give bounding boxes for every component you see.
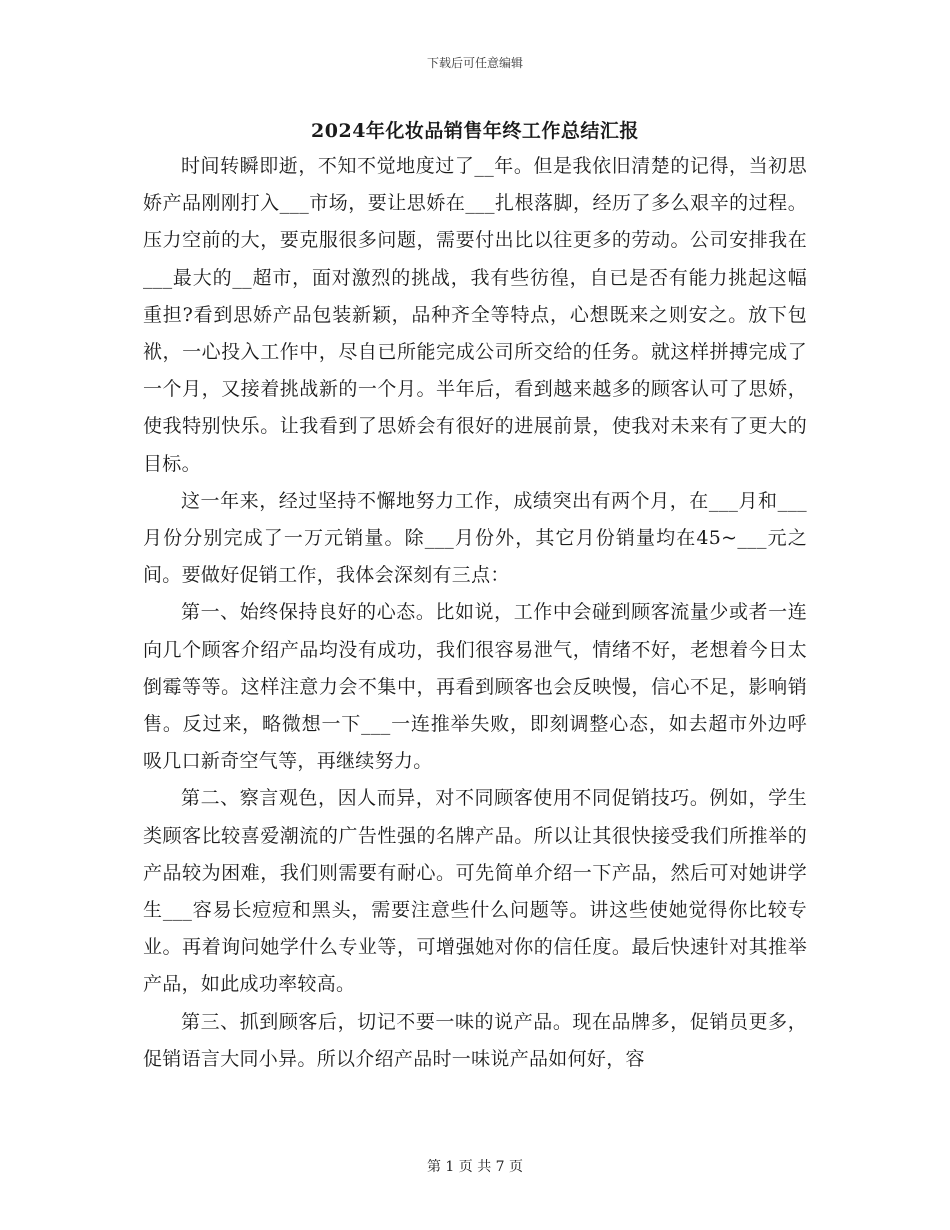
page-header: 下载后可任意编辑 [426, 56, 523, 70]
paragraph-5: 第三、抓到顾客后，切记不要一味的说产品。现在品牌多，促销员更多，促销语言大同小异。所以介绍产品时一味说产品如何好，容 [143, 1010, 807, 1070]
paragraph-3: 第一、始终保持良好的心态。比如说，工作中会碰到顾客流量少或者一连向几个顾客介绍产品均没有成功，我们很容易泄气，情绪不好，老想着今日太倒霉等等。这样注意力会不集中，再看到顾客也会反映慢，信心不足，影响销售。反过来，略微想一下___一连推举失败，即刻调整心态，如去超市外边呼吸几口新奇空气等，再继续努力。 [143, 601, 807, 773]
document-title: 2024年化妆品销售年终工作总结汇报 [311, 120, 639, 142]
document-body [143, 148, 807, 1078]
paragraph-4: 第二、察言观色，因人而异，对不同顾客使用不同促销技巧。例如，学生类顾客比较喜爱潮流的广告性强的名牌产品。所以让其很快接受我们所推举的产品较为困难，我们则需要有耐心。可先简单介绍一下产品，然后可对她讲学生___容易长痘痘和黑头，需要注意些什么问题等。讲这些使她觉得你比较专业。再着询问她学什么专业等，可增强她对你的信任度。最后快速针对其推举产品，如此成功率较高。 [143, 787, 807, 996]
page-footer: 第 1 页 共 7 页 [426, 1159, 524, 1175]
paragraph-1: 时间转瞬即逝，不知不觉地度过了__年。但是我依旧清楚的记得，当初思娇产品刚刚打入___市场，要让思娇在___扎根落脚，经历了多么艰辛的过程。压力空前的大，要克服很多问题，需要付出比以往更多的劳动。公司安排我在___最大的__超市，面对激烈的挑战，我有些彷徨，自已是否有能力挑起这幅重担?看到思娇产品包装新颖，品种齐全等特点，心想既来之则安之。放下包袱，一心投入工作中，尽自已所能完成公司所交给的任务。就这样拼搏完成了一个月，又接着挑战新的一个月。半年后，看到越来越多的顾客认可了思娇，使我特别快乐。让我看到了思娇会有很好的进展前景，使我对未来有了更大的目标。 [143, 155, 807, 475]
paragraph-2: 这一年来，经过坚持不懈地努力工作，成绩突出有两个月，在___月和___月份分别完成了一万元销量。除___月份外，其它月份销量均在45~___元之间。要做好促销工作，我体会深刻有三点： [143, 489, 807, 587]
